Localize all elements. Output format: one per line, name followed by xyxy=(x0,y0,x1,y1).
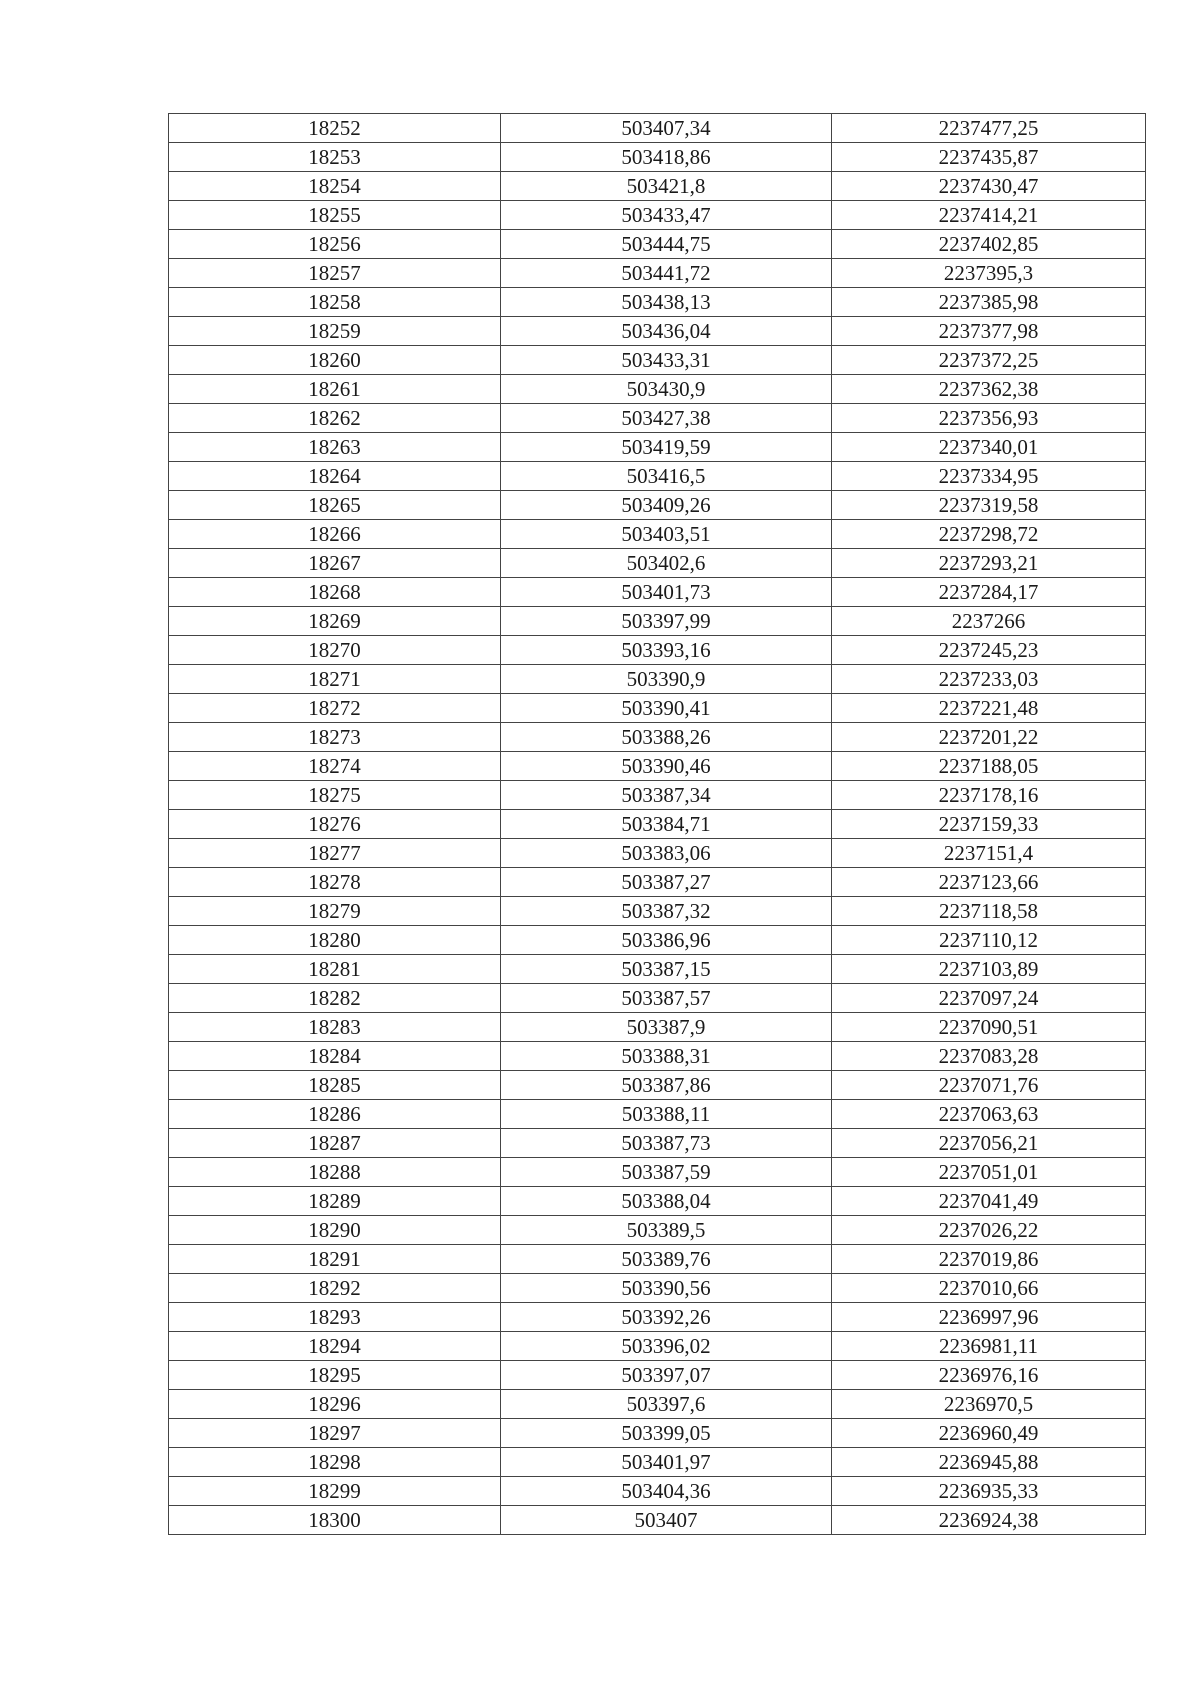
y-coordinate-cell: 2237334,95 xyxy=(832,462,1146,491)
table-row xyxy=(169,346,1146,375)
table-row xyxy=(169,172,1146,201)
y-coordinate-cell: 2237414,21 xyxy=(832,201,1146,230)
table-row xyxy=(169,636,1146,665)
y-coordinate-cell: 2237118,58 xyxy=(832,897,1146,926)
y-coordinate-cell: 2237071,76 xyxy=(832,1071,1146,1100)
x-coordinate-cell: 503407,34 xyxy=(501,114,832,143)
x-coordinate-cell: 503404,36 xyxy=(501,1477,832,1506)
table-row xyxy=(169,1245,1146,1274)
y-coordinate-cell: 2237159,33 xyxy=(832,810,1146,839)
y-coordinate-cell: 2237083,28 xyxy=(832,1042,1146,1071)
y-coordinate-cell: 2236981,11 xyxy=(832,1332,1146,1361)
point-number-cell: 18255 xyxy=(169,201,501,230)
point-number-cell: 18259 xyxy=(169,317,501,346)
point-number-cell: 18287 xyxy=(169,1129,501,1158)
table-row xyxy=(169,694,1146,723)
y-coordinate-cell: 2237090,51 xyxy=(832,1013,1146,1042)
point-number-cell: 18252 xyxy=(169,114,501,143)
table-body xyxy=(169,114,1146,1535)
point-number-cell: 18265 xyxy=(169,491,501,520)
table-row xyxy=(169,926,1146,955)
y-coordinate-cell: 2237123,66 xyxy=(832,868,1146,897)
y-coordinate-cell: 2237372,25 xyxy=(832,346,1146,375)
x-coordinate-cell: 503419,59 xyxy=(501,433,832,462)
x-coordinate-cell: 503386,96 xyxy=(501,926,832,955)
y-coordinate-cell: 2237245,23 xyxy=(832,636,1146,665)
point-number-cell: 18293 xyxy=(169,1303,501,1332)
x-coordinate-cell: 503409,26 xyxy=(501,491,832,520)
y-coordinate-cell: 2236976,16 xyxy=(832,1361,1146,1390)
y-coordinate-cell: 2236997,96 xyxy=(832,1303,1146,1332)
table-row xyxy=(169,288,1146,317)
x-coordinate-cell: 503441,72 xyxy=(501,259,832,288)
y-coordinate-cell: 2237010,66 xyxy=(832,1274,1146,1303)
x-coordinate-cell: 503390,9 xyxy=(501,665,832,694)
point-number-cell: 18294 xyxy=(169,1332,501,1361)
x-coordinate-cell: 503397,99 xyxy=(501,607,832,636)
table-row xyxy=(169,1071,1146,1100)
y-coordinate-cell: 2237266 xyxy=(832,607,1146,636)
point-number-cell: 18280 xyxy=(169,926,501,955)
y-coordinate-cell: 2237056,21 xyxy=(832,1129,1146,1158)
x-coordinate-cell: 503389,5 xyxy=(501,1216,832,1245)
x-coordinate-cell: 503387,73 xyxy=(501,1129,832,1158)
point-number-cell: 18262 xyxy=(169,404,501,433)
x-coordinate-cell: 503397,6 xyxy=(501,1390,832,1419)
point-number-cell: 18260 xyxy=(169,346,501,375)
x-coordinate-cell: 503418,86 xyxy=(501,143,832,172)
point-number-cell: 18288 xyxy=(169,1158,501,1187)
table-row xyxy=(169,143,1146,172)
table-row xyxy=(169,955,1146,984)
point-number-cell: 18266 xyxy=(169,520,501,549)
table-row xyxy=(169,1448,1146,1477)
table-row xyxy=(169,549,1146,578)
x-coordinate-cell: 503433,31 xyxy=(501,346,832,375)
y-coordinate-cell: 2237063,63 xyxy=(832,1100,1146,1129)
y-coordinate-cell: 2237026,22 xyxy=(832,1216,1146,1245)
point-number-cell: 18271 xyxy=(169,665,501,694)
table-row xyxy=(169,752,1146,781)
y-coordinate-cell: 2237284,17 xyxy=(832,578,1146,607)
x-coordinate-cell: 503430,9 xyxy=(501,375,832,404)
y-coordinate-cell: 2237201,22 xyxy=(832,723,1146,752)
y-coordinate-cell: 2237293,21 xyxy=(832,549,1146,578)
y-coordinate-cell: 2236945,88 xyxy=(832,1448,1146,1477)
point-number-cell: 18270 xyxy=(169,636,501,665)
table-row xyxy=(169,1187,1146,1216)
x-coordinate-cell: 503387,59 xyxy=(501,1158,832,1187)
x-coordinate-cell: 503387,86 xyxy=(501,1071,832,1100)
point-number-cell: 18286 xyxy=(169,1100,501,1129)
table-row xyxy=(169,1129,1146,1158)
x-coordinate-cell: 503397,07 xyxy=(501,1361,832,1390)
point-number-cell: 18264 xyxy=(169,462,501,491)
y-coordinate-cell: 2237377,98 xyxy=(832,317,1146,346)
x-coordinate-cell: 503402,6 xyxy=(501,549,832,578)
x-coordinate-cell: 503444,75 xyxy=(501,230,832,259)
point-number-cell: 18289 xyxy=(169,1187,501,1216)
y-coordinate-cell: 2236924,38 xyxy=(832,1506,1146,1535)
x-coordinate-cell: 503392,26 xyxy=(501,1303,832,1332)
point-number-cell: 18283 xyxy=(169,1013,501,1042)
point-number-cell: 18300 xyxy=(169,1506,501,1535)
point-number-cell: 18281 xyxy=(169,955,501,984)
table-row xyxy=(169,1419,1146,1448)
x-coordinate-cell: 503384,71 xyxy=(501,810,832,839)
point-number-cell: 18276 xyxy=(169,810,501,839)
point-number-cell: 18284 xyxy=(169,1042,501,1071)
x-coordinate-cell: 503390,56 xyxy=(501,1274,832,1303)
x-coordinate-cell: 503401,97 xyxy=(501,1448,832,1477)
y-coordinate-cell: 2237097,24 xyxy=(832,984,1146,1013)
y-coordinate-cell: 2237395,3 xyxy=(832,259,1146,288)
point-number-cell: 18299 xyxy=(169,1477,501,1506)
x-coordinate-cell: 503393,16 xyxy=(501,636,832,665)
table-row xyxy=(169,984,1146,1013)
table-row xyxy=(169,462,1146,491)
table-row xyxy=(169,375,1146,404)
x-coordinate-cell: 503387,15 xyxy=(501,955,832,984)
point-number-cell: 18296 xyxy=(169,1390,501,1419)
table-row xyxy=(169,1361,1146,1390)
y-coordinate-cell: 2237041,49 xyxy=(832,1187,1146,1216)
point-number-cell: 18292 xyxy=(169,1274,501,1303)
table-row xyxy=(169,1506,1146,1535)
y-coordinate-cell: 2237298,72 xyxy=(832,520,1146,549)
point-number-cell: 18278 xyxy=(169,868,501,897)
y-coordinate-cell: 2237435,87 xyxy=(832,143,1146,172)
y-coordinate-cell: 2236970,5 xyxy=(832,1390,1146,1419)
table-row xyxy=(169,897,1146,926)
y-coordinate-cell: 2237362,38 xyxy=(832,375,1146,404)
point-number-cell: 18254 xyxy=(169,172,501,201)
x-coordinate-cell: 503438,13 xyxy=(501,288,832,317)
point-number-cell: 18256 xyxy=(169,230,501,259)
table-row xyxy=(169,433,1146,462)
table-row xyxy=(169,839,1146,868)
y-coordinate-cell: 2237019,86 xyxy=(832,1245,1146,1274)
table-row xyxy=(169,259,1146,288)
x-coordinate-cell: 503416,5 xyxy=(501,462,832,491)
table-row xyxy=(169,201,1146,230)
point-number-cell: 18275 xyxy=(169,781,501,810)
y-coordinate-cell: 2237477,25 xyxy=(832,114,1146,143)
point-number-cell: 18257 xyxy=(169,259,501,288)
point-number-cell: 18261 xyxy=(169,375,501,404)
point-number-cell: 18295 xyxy=(169,1361,501,1390)
table-row xyxy=(169,1042,1146,1071)
coordinates-table xyxy=(168,113,1146,1535)
x-coordinate-cell: 503421,8 xyxy=(501,172,832,201)
y-coordinate-cell: 2237221,48 xyxy=(832,694,1146,723)
x-coordinate-cell: 503388,04 xyxy=(501,1187,832,1216)
table-row xyxy=(169,1332,1146,1361)
point-number-cell: 18272 xyxy=(169,694,501,723)
x-coordinate-cell: 503433,47 xyxy=(501,201,832,230)
point-number-cell: 18267 xyxy=(169,549,501,578)
point-number-cell: 18279 xyxy=(169,897,501,926)
table-row xyxy=(169,1477,1146,1506)
x-coordinate-cell: 503387,32 xyxy=(501,897,832,926)
table-row xyxy=(169,1013,1146,1042)
x-coordinate-cell: 503387,27 xyxy=(501,868,832,897)
point-number-cell: 18297 xyxy=(169,1419,501,1448)
point-number-cell: 18274 xyxy=(169,752,501,781)
x-coordinate-cell: 503388,26 xyxy=(501,723,832,752)
y-coordinate-cell: 2237103,89 xyxy=(832,955,1146,984)
point-number-cell: 18282 xyxy=(169,984,501,1013)
point-number-cell: 18290 xyxy=(169,1216,501,1245)
table-row xyxy=(169,491,1146,520)
table-row xyxy=(169,1303,1146,1332)
x-coordinate-cell: 503427,38 xyxy=(501,404,832,433)
x-coordinate-cell: 503396,02 xyxy=(501,1332,832,1361)
table-row xyxy=(169,1216,1146,1245)
table-row xyxy=(169,1390,1146,1419)
table-row xyxy=(169,1274,1146,1303)
point-number-cell: 18285 xyxy=(169,1071,501,1100)
x-coordinate-cell: 503436,04 xyxy=(501,317,832,346)
y-coordinate-cell: 2236935,33 xyxy=(832,1477,1146,1506)
x-coordinate-cell: 503387,9 xyxy=(501,1013,832,1042)
table-row xyxy=(169,665,1146,694)
x-coordinate-cell: 503383,06 xyxy=(501,839,832,868)
x-coordinate-cell: 503387,57 xyxy=(501,984,832,1013)
point-number-cell: 18277 xyxy=(169,839,501,868)
y-coordinate-cell: 2237402,85 xyxy=(832,230,1146,259)
y-coordinate-cell: 2237340,01 xyxy=(832,433,1146,462)
table-row xyxy=(169,520,1146,549)
point-number-cell: 18291 xyxy=(169,1245,501,1274)
x-coordinate-cell: 503390,41 xyxy=(501,694,832,723)
table-row xyxy=(169,578,1146,607)
y-coordinate-cell: 2237430,47 xyxy=(832,172,1146,201)
y-coordinate-cell: 2237356,93 xyxy=(832,404,1146,433)
table-row xyxy=(169,404,1146,433)
point-number-cell: 18269 xyxy=(169,607,501,636)
y-coordinate-cell: 2237233,03 xyxy=(832,665,1146,694)
x-coordinate-cell: 503390,46 xyxy=(501,752,832,781)
x-coordinate-cell: 503388,11 xyxy=(501,1100,832,1129)
point-number-cell: 18253 xyxy=(169,143,501,172)
table-row xyxy=(169,230,1146,259)
point-number-cell: 18263 xyxy=(169,433,501,462)
point-number-cell: 18258 xyxy=(169,288,501,317)
y-coordinate-cell: 2237385,98 xyxy=(832,288,1146,317)
table-row xyxy=(169,1100,1146,1129)
point-number-cell: 18298 xyxy=(169,1448,501,1477)
x-coordinate-cell: 503389,76 xyxy=(501,1245,832,1274)
table-row xyxy=(169,810,1146,839)
table-row xyxy=(169,317,1146,346)
table-row xyxy=(169,1158,1146,1187)
x-coordinate-cell: 503407 xyxy=(501,1506,832,1535)
x-coordinate-cell: 503403,51 xyxy=(501,520,832,549)
table-row xyxy=(169,723,1146,752)
y-coordinate-cell: 2237051,01 xyxy=(832,1158,1146,1187)
y-coordinate-cell: 2237188,05 xyxy=(832,752,1146,781)
table-row xyxy=(169,868,1146,897)
table-row xyxy=(169,607,1146,636)
table-row xyxy=(169,781,1146,810)
x-coordinate-cell: 503388,31 xyxy=(501,1042,832,1071)
x-coordinate-cell: 503399,05 xyxy=(501,1419,832,1448)
table-row xyxy=(169,114,1146,143)
y-coordinate-cell: 2237110,12 xyxy=(832,926,1146,955)
x-coordinate-cell: 503401,73 xyxy=(501,578,832,607)
y-coordinate-cell: 2236960,49 xyxy=(832,1419,1146,1448)
point-number-cell: 18273 xyxy=(169,723,501,752)
point-number-cell: 18268 xyxy=(169,578,501,607)
y-coordinate-cell: 2237151,4 xyxy=(832,839,1146,868)
y-coordinate-cell: 2237319,58 xyxy=(832,491,1146,520)
x-coordinate-cell: 503387,34 xyxy=(501,781,832,810)
y-coordinate-cell: 2237178,16 xyxy=(832,781,1146,810)
